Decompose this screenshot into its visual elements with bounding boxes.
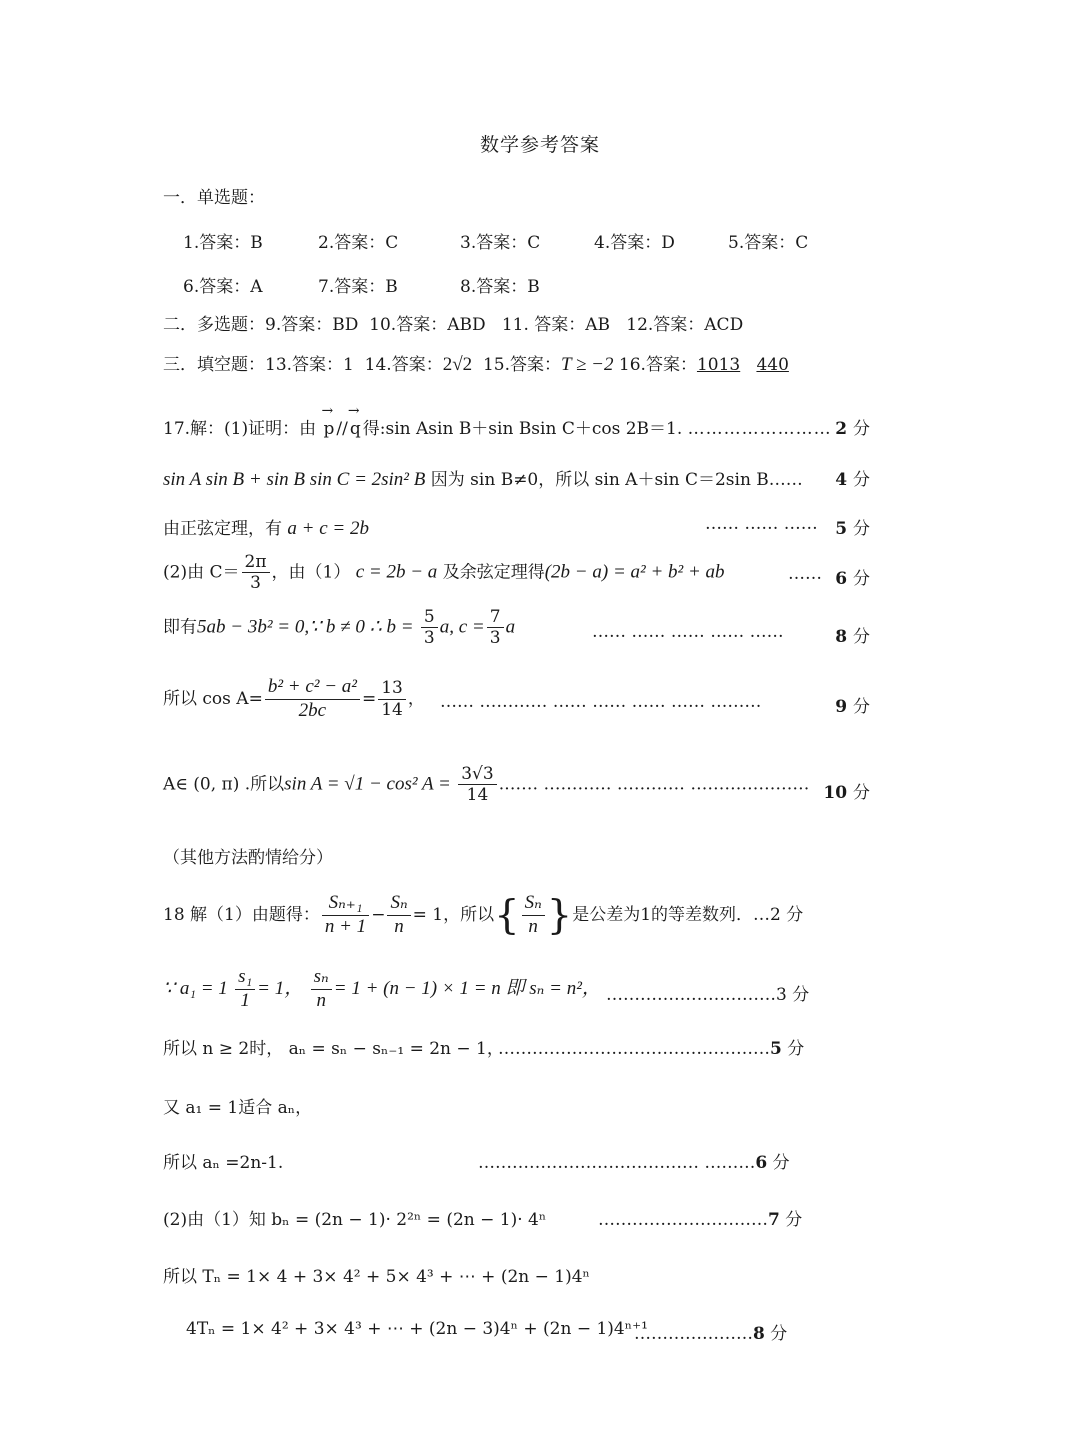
answer-15-value: T ≥ −2 <box>561 354 614 375</box>
fraction-2pi-3 <box>242 552 270 594</box>
score-value: 8 <box>753 1324 765 1344</box>
vector-p: → p <box>324 419 335 439</box>
q18-line-1 <box>163 892 803 939</box>
q18-line-5: 所以 aₙ =2n-1. <box>163 1153 284 1173</box>
dots: ………………………… <box>598 1210 768 1230</box>
fraction-3sqrt3-14 <box>458 764 496 806</box>
score-unit: 分 <box>853 627 870 647</box>
score-value: 10 <box>823 783 848 803</box>
q18-l2-dots <box>606 980 809 1005</box>
answer-14-label: 14.答案： <box>364 355 443 375</box>
denominator: 3 <box>489 628 501 649</box>
q18-l8-dots <box>634 1319 787 1344</box>
score-value: 2 <box>835 419 848 439</box>
fraction-13-14 <box>378 678 406 720</box>
answer-16-a: 1013 <box>696 355 741 375</box>
score-unit: 分 <box>792 985 810 1005</box>
section-fill-blank-heading: 三．填空题： <box>163 355 265 375</box>
answer-16-label: 16.答案： <box>618 355 697 375</box>
q17-score-1 <box>835 414 870 439</box>
q17-l6-dots: …… ………… …… …… …… …… ……… <box>440 692 762 712</box>
q17-l2-text: 因为 sin B≠0，所以 sin A＋sin C＝2sin B…… <box>430 470 803 490</box>
score-unit: 分 <box>787 1039 805 1059</box>
dots: ………………………… <box>606 985 776 1005</box>
score-value: 8 <box>835 627 848 647</box>
dots: ………………… <box>634 1324 753 1344</box>
numerator: b² + c² − a² <box>265 676 360 700</box>
denominator: n <box>528 915 538 937</box>
answer-10: 10.答案：ABD <box>369 315 486 335</box>
q17-l7-a: A∈ (0, π) .所以 <box>163 774 285 795</box>
q17-score-2 <box>835 465 870 490</box>
q17-score-6 <box>835 692 870 717</box>
fraction-cosA <box>265 676 360 723</box>
denominator: 3 <box>423 628 435 649</box>
equals-one: = 1 <box>412 904 444 925</box>
answer-8: 8.答案：B <box>460 277 540 297</box>
numerator: s₁ <box>235 966 255 990</box>
q18-l2-a: ∵ a₁ = 1 <box>163 977 228 999</box>
denominator: n <box>394 915 404 937</box>
score-unit: 分 <box>853 419 870 439</box>
dots: …………………… <box>687 419 832 439</box>
dots: ………………………………… ……… <box>478 1153 756 1173</box>
q18-l3-dots <box>498 1034 804 1059</box>
q17-l7-dots: .…… ………… ………… ………………… <box>498 774 810 795</box>
score-value: 3 <box>776 985 787 1005</box>
q17-l1-rest: 得:sin Asin B＋sin Bsin C＋cos 2B＝1. <box>362 419 683 439</box>
answer-9: 9.答案：BD <box>265 315 359 335</box>
q18-line-7: 所以 Tₙ = 1× 4 + 3× 4² + 5× 4³ + ⋯ + (2n − 1)4ⁿ <box>163 1267 590 1287</box>
answer-2: 2.答案：C <box>318 233 399 253</box>
score-unit: 分 <box>770 1324 788 1344</box>
vector-q: → q <box>350 419 361 439</box>
numerator: 13 <box>378 678 406 699</box>
q17-l4-b: ，由（1） <box>271 562 351 583</box>
score-unit: 分 <box>853 697 870 717</box>
denominator: n <box>316 989 326 1011</box>
score-value: 6 <box>755 1153 768 1173</box>
page-title: 数学参考答案 <box>479 134 600 156</box>
q17-l4-dots: …… <box>788 564 822 584</box>
fraction-7-3 <box>487 607 504 649</box>
q17-line-7 <box>163 764 809 806</box>
q17-l4-math1: c = 2b − a <box>355 561 438 583</box>
denominator: 14 <box>381 699 403 720</box>
answer-3: 3.答案：C <box>460 233 541 253</box>
denominator: 2bc <box>298 699 327 721</box>
fraction-Sn1 <box>322 892 369 939</box>
q18-l2-c: = 1 + (n − 1) × 1 = n 即 sₙ = n²， <box>333 977 601 999</box>
q17-l5-dots: …… …… …… …… …… <box>592 622 784 642</box>
denominator: 14 <box>466 785 489 806</box>
q18-line-3 <box>163 1034 504 1059</box>
parallel-symbol: // <box>336 419 348 439</box>
score-value: 7 <box>768 1210 780 1230</box>
section-multi-choice-heading: 二．多选题： <box>163 315 265 335</box>
q18-l1-b: ，所以 <box>443 904 495 925</box>
numerator: sₙ <box>311 966 332 990</box>
q17-l1-text: 17.解：(1)证明：由 <box>163 419 317 439</box>
q18-line-2 <box>163 966 601 1013</box>
q18-l6-dots <box>598 1205 802 1230</box>
q17-score-5 <box>835 622 870 647</box>
section-single-choice-heading: 一．单选题： <box>163 188 265 208</box>
score-unit: 分 <box>786 904 804 925</box>
score-value: 6 <box>835 569 848 589</box>
answer-1: 1.答案：B <box>183 233 263 253</box>
q17-score-4 <box>835 564 870 589</box>
right-brace: } <box>546 892 573 939</box>
answer-6: 6.答案：A <box>183 277 263 297</box>
q17-l3-dots: …… …… …… <box>705 514 818 534</box>
q17-l4-c: 及余弦定理得 <box>442 562 545 583</box>
numerator: Sₙ <box>522 892 545 916</box>
answer-13: 13.答案：1 <box>265 355 354 375</box>
answer-11: 11. 答案：AB <box>501 315 611 335</box>
q17-line-1 <box>163 414 832 439</box>
answer-4: 4.答案：D <box>594 233 675 253</box>
denominator: n + 1 <box>324 915 367 937</box>
q17-l5-math: 5ab − 3b² = 0,∵ b ≠ 0 ∴ b = <box>197 616 414 638</box>
q17-l3-math: a + c = 2b <box>287 518 369 539</box>
q18-line-8: 4Tₙ = 1× 4² + 3× 4³ + ⋯ + (2n − 3)4ⁿ + (2n − 1)4ⁿ⁺¹ <box>186 1319 648 1339</box>
score-unit: 分 <box>853 783 870 803</box>
numerator: 7 <box>487 607 504 628</box>
q17-score-7 <box>823 778 870 803</box>
q18-line-4: 又 a₁ = 1适合 aₙ， <box>163 1098 313 1118</box>
score-unit: 分 <box>853 569 870 589</box>
score-value: 9 <box>835 697 848 717</box>
numerator: 3√3 <box>458 764 496 785</box>
fraction-s1 <box>235 966 255 1013</box>
left-brace: { <box>494 892 520 939</box>
score-value: 4 <box>835 470 848 490</box>
score-value: 5 <box>835 519 848 539</box>
q17-line-2 <box>163 465 803 491</box>
score-unit: 分 <box>772 1153 790 1173</box>
answer-14-value: 2√2 <box>442 354 473 375</box>
numerator: 2π <box>242 552 270 573</box>
answer-16-b: 440 <box>756 355 789 375</box>
q18-l2-b: = 1， <box>257 977 304 999</box>
minus: − <box>371 904 386 925</box>
q18-l1-a: 18 解（1）由题得： <box>163 904 320 925</box>
section-fill-blank <box>163 350 789 376</box>
score-value: 2 <box>770 904 781 925</box>
q17-line-6 <box>163 676 425 723</box>
numerator: Sₙ <box>387 892 410 916</box>
q17-l2-math: sin A sin B + sin B sin C = 2sin² B <box>163 469 426 490</box>
q18-line-6: (2)由（1）知 bₙ = (2n − 1)· 2²ⁿ = (2n − 1)· 4ⁿ <box>163 1210 547 1230</box>
q17-line-5 <box>163 607 515 649</box>
numerator: 5 <box>421 607 438 628</box>
score-unit: 分 <box>853 470 870 490</box>
answer-5: 5.答案：C <box>728 233 809 253</box>
q17-score-3 <box>835 514 870 539</box>
q17-l3-text: 由正弦定理，有 <box>163 519 282 539</box>
q17-l5-mid: a, c = <box>439 616 485 638</box>
q17-l6-a: 所以 cos A= <box>163 688 263 709</box>
answer-15-label: 15.答案： <box>482 355 562 375</box>
dots: ………………………………………… <box>498 1039 770 1059</box>
equals: = <box>361 688 377 709</box>
answer-12: 12.答案：ACD <box>626 315 744 335</box>
q17-l7-math: sin A = √1 − cos² A = <box>284 773 451 795</box>
fraction-5-3 <box>421 607 438 649</box>
q18-l5-dots <box>478 1148 790 1173</box>
q17-l5-end: a <box>505 616 516 638</box>
denominator: 1 <box>240 989 250 1011</box>
fraction-sn <box>311 966 332 1013</box>
answer-7: 7.答案：B <box>318 277 398 297</box>
fraction-Sn-n <box>522 892 545 939</box>
denominator: 3 <box>250 573 261 594</box>
q17-note: （其他方法酌情给分） <box>163 848 333 868</box>
fraction-Sn <box>387 892 410 939</box>
q17-l5-a: 即有 <box>163 617 197 638</box>
score-unit: 分 <box>785 1210 803 1230</box>
q17-l4-math2: (2b − a) = a² + b² + ab <box>544 561 725 583</box>
q18-l1-c: 是公差为1的等差数列．… <box>572 904 771 925</box>
q17-line-4 <box>163 552 725 594</box>
score-value: 5 <box>770 1039 782 1059</box>
q17-l4-a: (2)由 C＝ <box>163 562 240 583</box>
numerator: Sₙ₊₁ <box>322 892 369 916</box>
q17-line-3 <box>163 514 369 540</box>
score-unit: 分 <box>853 519 870 539</box>
comma: ， <box>407 688 425 709</box>
section-multi-choice <box>163 310 743 335</box>
q18-l3-text: 所以 n ≥ 2时， aₙ = sₙ − sₙ₋₁ = 2n − 1， <box>163 1039 504 1059</box>
